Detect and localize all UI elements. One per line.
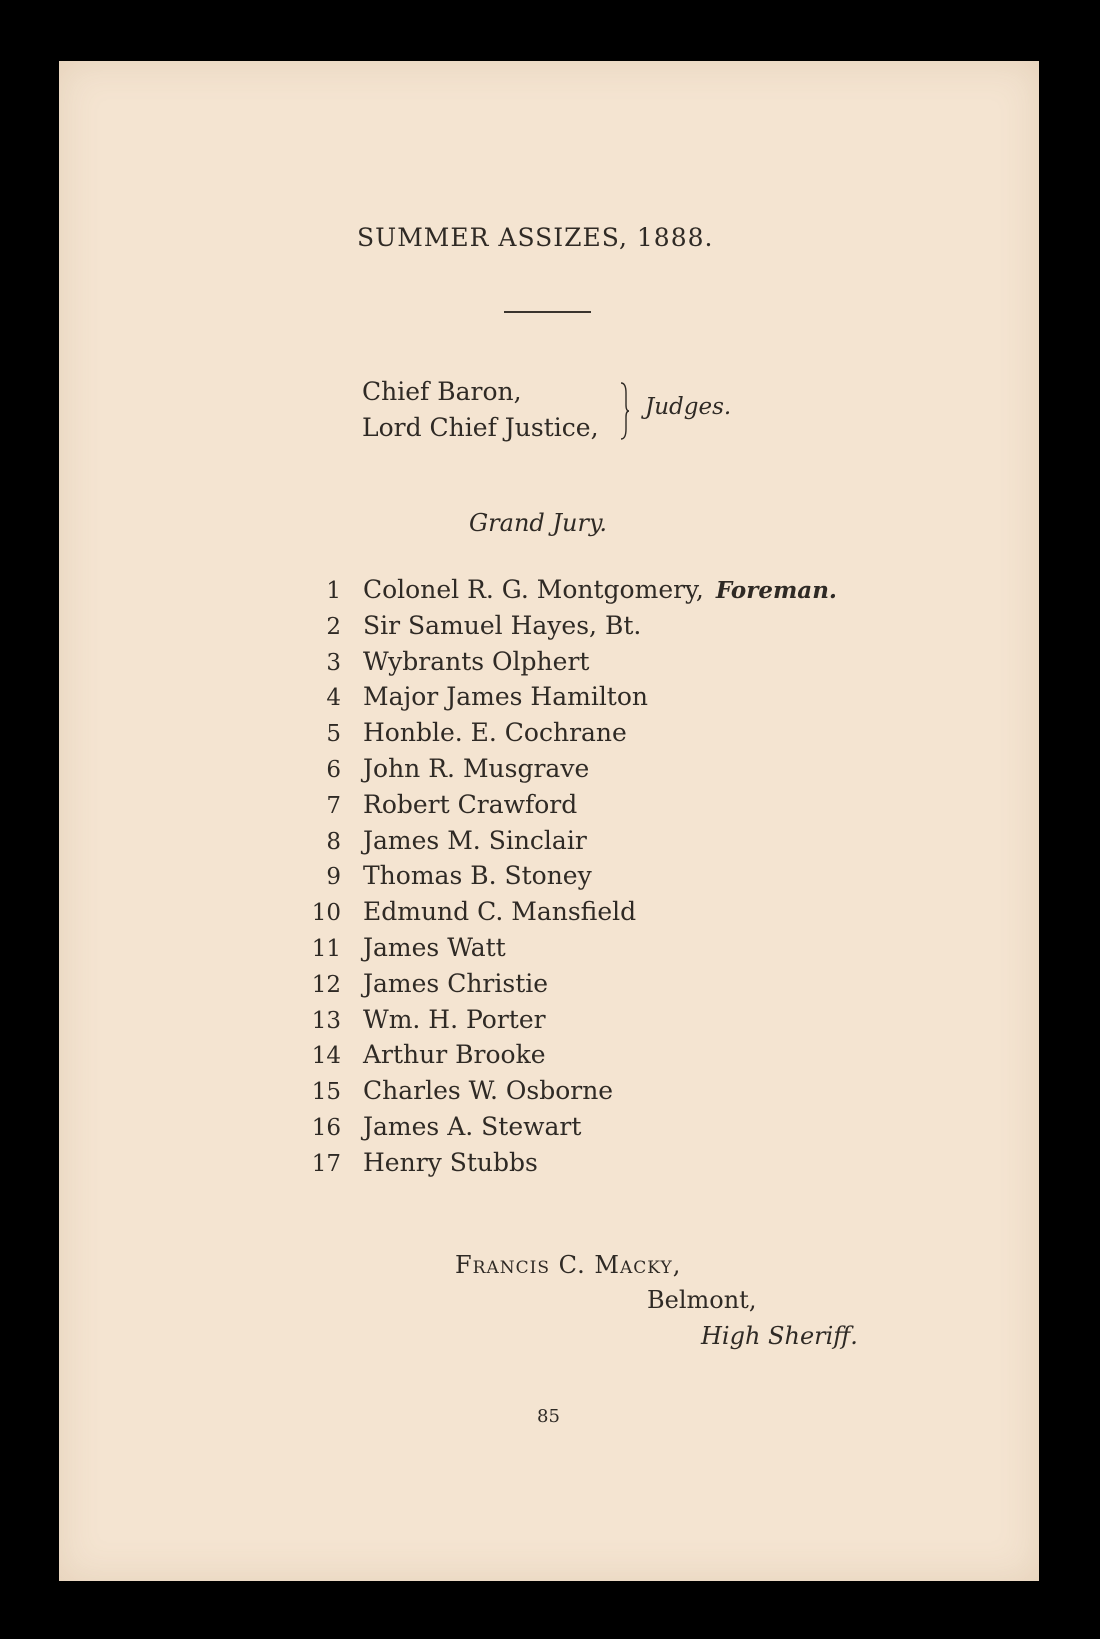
jury-member-name: James M. Sinclair (363, 825, 587, 855)
jury-member-name: Colonel R. G. Montgomery, (363, 575, 704, 604)
jury-member-number: 7 (326, 792, 341, 819)
jury-member-row (281, 933, 837, 969)
jury-member-number: 9 (326, 864, 341, 891)
jury-member-number: 16 (311, 1114, 341, 1141)
jury-member-name: James A. Stewart (363, 1111, 582, 1141)
grand-jury-heading: Grand Jury. (469, 509, 607, 537)
jury-member-row (281, 1148, 837, 1184)
jury-member-name: Wm. H. Porter (363, 1004, 546, 1034)
jury-member-number: 14 (311, 1043, 341, 1070)
jury-member-number: 6 (326, 756, 341, 783)
jury-member-name: Major James Hamilton (363, 682, 649, 712)
jury-member-number: 3 (326, 649, 341, 676)
jury-member-number: 4 (326, 685, 341, 712)
jury-member-name: Edmund C. Mansfield (363, 897, 637, 927)
jury-member-name: Robert Crawford (363, 789, 578, 819)
jury-member-row (281, 647, 837, 683)
jury-member-row (281, 1040, 837, 1076)
judge-lord-chief-justice: Lord Chief Justice, (362, 413, 599, 442)
jury-member-number: 12 (311, 971, 341, 998)
jury-member-row (281, 969, 837, 1005)
jury-member-name: Wybrants Olphert (363, 646, 590, 676)
jury-member-role: Foreman. (715, 577, 837, 604)
document-page (59, 61, 1039, 1581)
jury-member-row (281, 1112, 837, 1148)
jury-member-number: 11 (311, 935, 341, 962)
jury-member-row (281, 790, 837, 826)
sheriff-title: High Sheriff. (701, 1322, 858, 1350)
page-number: 85 (537, 1406, 560, 1427)
jury-member-row (281, 754, 837, 790)
jury-member-row (281, 682, 837, 718)
grand-jury-list (281, 575, 837, 1184)
jury-member-number: 1 (326, 578, 341, 604)
jury-member-row (281, 718, 837, 754)
sheriff-name: Francis C. Macky, (455, 1251, 682, 1279)
jury-member-name: Sir Samuel Hayes, Bt. (363, 610, 642, 640)
jury-member-row (281, 897, 837, 933)
jury-member-number: 15 (311, 1079, 341, 1106)
judges-label: Judges. (645, 394, 732, 420)
judge-chief-baron: Chief Baron, (362, 377, 522, 406)
jury-member-name: Charles W. Osborne (363, 1076, 614, 1106)
jury-member-name: Honble. E. Cochrane (363, 718, 627, 748)
jury-member-row (281, 861, 837, 897)
jury-member-number: 2 (326, 613, 341, 640)
jury-member-number: 17 (311, 1150, 341, 1177)
jury-member-row (281, 611, 837, 647)
jury-member-number: 5 (326, 721, 341, 748)
jury-member-row (281, 1005, 837, 1041)
jury-member-name: Thomas B. Stoney (363, 861, 592, 891)
jury-member-row (281, 1076, 837, 1112)
title-divider (504, 311, 591, 313)
sheriff-place: Belmont, (647, 1286, 757, 1314)
jury-member-name: James Christie (363, 968, 549, 998)
jury-member-name: John R. Musgrave (363, 753, 590, 783)
jury-member-name: James Watt (363, 932, 506, 962)
jury-member-row (281, 575, 837, 611)
jury-member-name: Arthur Brooke (363, 1040, 546, 1070)
jury-member-row (281, 826, 837, 862)
jury-member-number: 10 (311, 900, 341, 927)
jury-member-number: 8 (326, 828, 341, 855)
judges-brace (619, 381, 629, 441)
page-title: SUMMER ASSIZES, 1888. (357, 223, 714, 252)
jury-member-name: Henry Stubbs (363, 1147, 538, 1177)
jury-member-number: 13 (311, 1007, 341, 1034)
